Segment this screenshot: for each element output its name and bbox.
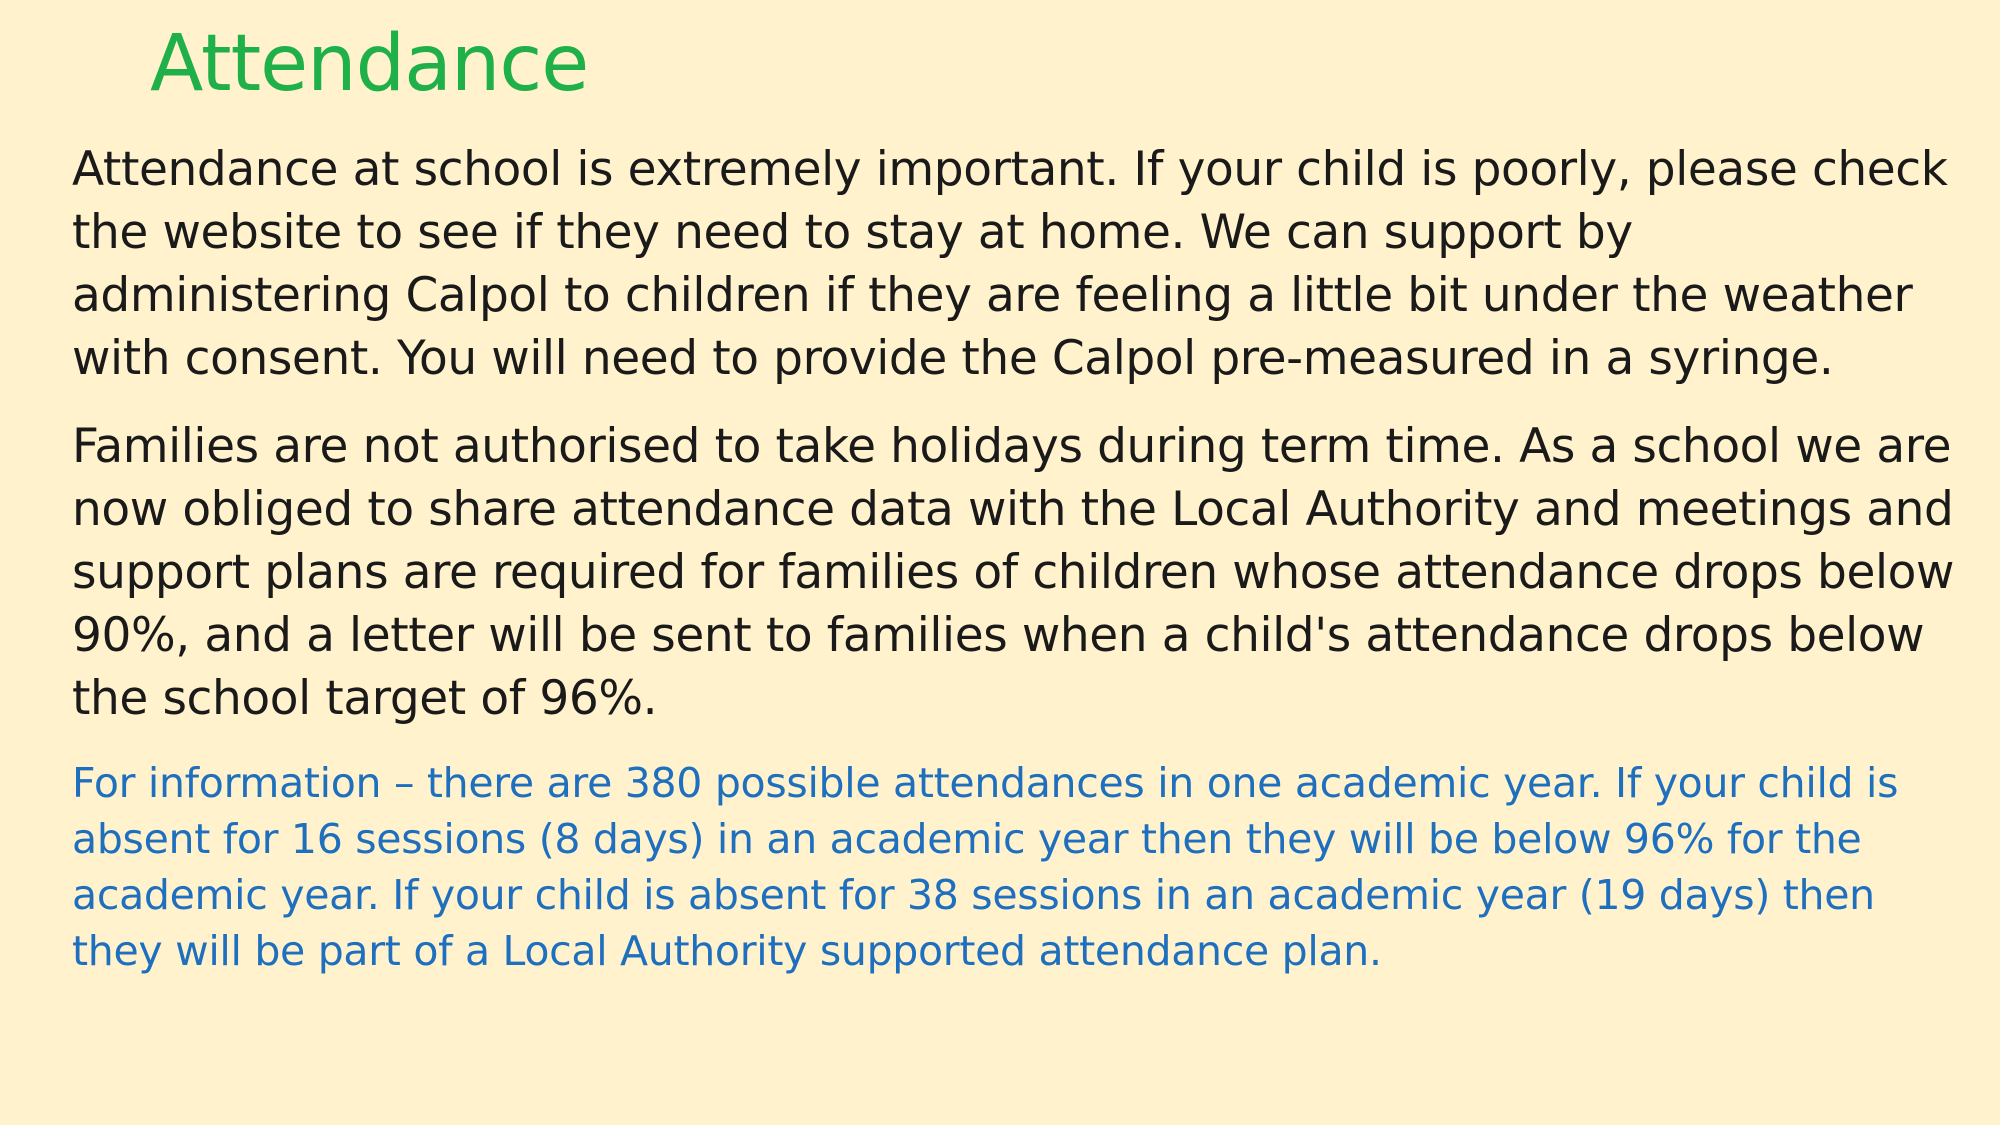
paragraph-attendance-information: For information – there are 380 possible attendances in one academic year. If your child is absent for 16 sessions (8 days) in an academic year then they will be below 96% for the academic year. If your child is absent for 38 sessions in an academic year (19 days) then they will be part of a Local Authority supported attendance plan. [72, 759, 1899, 975]
paragraph-holidays-policy: Families are not authorised to take holidays during term time. As a school we are now obliged to share attendance data with the Local Authority and meetings and support plans are required for families of children whose attendance drops below 90%, and a letter will be sent to families when a child's attendance drops below the school target of 96%. [72, 419, 1955, 726]
slide-title: Attendance [150, 19, 589, 109]
paragraph-attendance-importance: Attendance at school is extremely important. If your child is poorly, please check the website to see if they need to stay at home. We can support by administering Calpol to children if they are feeling a little bit under the weather with consent. You will need to provide the Calpol pre-measured in a syringe. [72, 142, 1948, 386]
